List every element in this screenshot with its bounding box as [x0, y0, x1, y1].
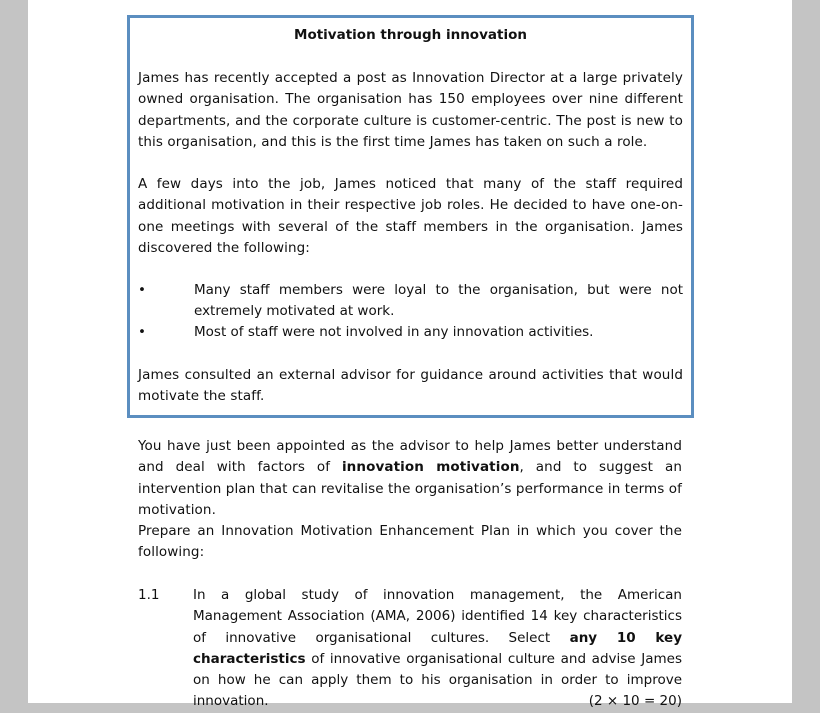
question-text-part: of innovative organisational culture and advise James on how he can apply them to his organisation in order to improve innovation.: [193, 650, 682, 710]
case-paragraph-1: James has recently accepted a post as Innovation Director at a large privately owned organisation. The organisation has 150 employees over nine different departments, and the corporate culture is customer-centric. The post is new to this organisation, and this is the first time James has taken on such a role.: [138, 70, 683, 150]
bullet-text: Most of staff were not involved in any innovation activities.: [194, 324, 594, 340]
question-bold-term: any 10 key characteristics: [193, 629, 682, 667]
instruction-bold-term: innovation motivation: [341, 459, 520, 476]
case-paragraph-3: James consulted an external advisor for guidance around activities that would motivate the staff.: [138, 367, 683, 405]
question-text: [193, 585, 682, 713]
question-marks: (2 × 10 = 20): [588, 693, 682, 710]
bullet-icon: •: [138, 282, 146, 298]
question-number: 1.1: [138, 587, 160, 603]
bullet-icon: •: [138, 324, 146, 340]
instruction-paragraph-1: [138, 436, 682, 521]
instruction-text: , and to suggest an intervention plan that can revitalise the organisation’s performance in terms of motivation.: [138, 459, 682, 518]
bullet-item: [138, 280, 683, 322]
bullet-item: [138, 322, 683, 343]
document-page: [28, 0, 792, 710]
case-study-box: [127, 15, 694, 418]
question-text-part: In a global study of innovation management, the American Management Association (AMA, 2006) identified 14 key characteristics of innovative organisational cultures. Select: [193, 587, 682, 646]
instruction-paragraph-2: Prepare an Innovation Motivation Enhancement Plan in which you cover the following:: [138, 523, 682, 561]
bullet-text: Many staff members were loyal to the organisation, but were not extremely motivated at work.: [194, 282, 683, 320]
instruction-text: You have just been appointed as the advisor to help James better understand and deal with factors of: [138, 438, 682, 476]
case-paragraph-2: A few days into the job, James noticed that many of the staff required additional motivation in their respective job roles. He decided to have one-on-one meetings with several of the staff members in the organisation. James discovered the following:: [138, 176, 683, 256]
case-study-title: Motivation through innovation: [294, 27, 527, 43]
